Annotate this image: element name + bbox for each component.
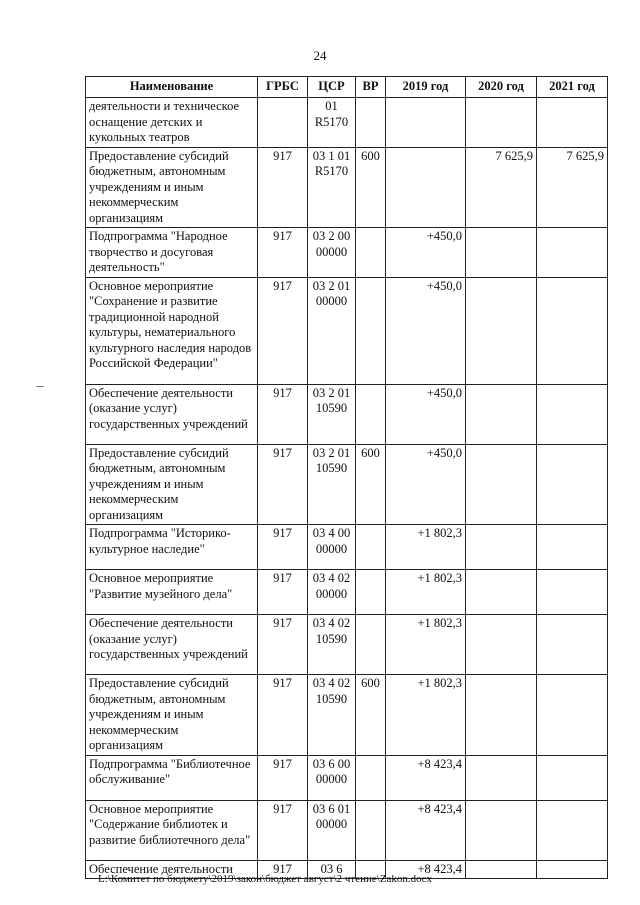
row-grbs-cell: 917 xyxy=(258,384,308,444)
row-2020-cell: 7 625,9 xyxy=(466,147,537,228)
row-2020-cell xyxy=(466,615,537,675)
header-2020: 2020 год xyxy=(466,77,537,98)
row-2021-cell xyxy=(537,277,608,384)
row-vr-cell xyxy=(356,800,386,860)
row-2020-cell xyxy=(466,675,537,756)
table-row xyxy=(86,525,608,570)
row-name-cell: Предоставление субсидий бюджетным, автономным учреждениям и иным некоммерческим организациям xyxy=(86,675,258,756)
table-row xyxy=(86,147,608,228)
row-2021-cell xyxy=(537,800,608,860)
table-row xyxy=(86,444,608,525)
row-grbs-cell: 917 xyxy=(258,277,308,384)
row-name-cell: Обеспечение деятельности (оказание услуг) государственных учреждений xyxy=(86,615,258,675)
row-grbs-cell xyxy=(258,98,308,148)
row-2020-cell xyxy=(466,444,537,525)
row-2020-cell xyxy=(466,800,537,860)
row-csr-cell: 03 6 xyxy=(308,860,356,879)
budget-table xyxy=(85,76,608,879)
footer-file-path: L:\Комитет по бюджету\2019\закон\бюджет август\2 чтение\Zakon.docx xyxy=(98,873,433,885)
row-grbs-cell: 917 xyxy=(258,755,308,800)
row-csr-cell: 03 4 00 00000 xyxy=(308,525,356,570)
row-vr-cell xyxy=(356,228,386,278)
row-csr-cell: 03 6 01 00000 xyxy=(308,800,356,860)
row-csr-cell: 01 R5170 xyxy=(308,98,356,148)
row-2021-cell: 7 625,9 xyxy=(537,147,608,228)
row-2020-cell xyxy=(466,525,537,570)
row-2020-cell xyxy=(466,98,537,148)
table-body xyxy=(86,98,608,879)
row-2019-cell xyxy=(386,98,466,148)
row-vr-cell xyxy=(356,755,386,800)
row-name-cell: Обеспечение деятельности xyxy=(86,860,258,879)
row-2021-cell xyxy=(537,615,608,675)
row-2020-cell xyxy=(466,277,537,384)
table-row xyxy=(86,98,608,148)
row-2020-cell xyxy=(466,860,537,879)
row-vr-cell: 600 xyxy=(356,675,386,756)
header-csr: ЦСР xyxy=(308,77,356,98)
row-2019-cell: +450,0 xyxy=(386,444,466,525)
row-csr-cell: 03 4 02 10590 xyxy=(308,675,356,756)
row-vr-cell xyxy=(356,615,386,675)
row-2019-cell: +8 423,4 xyxy=(386,800,466,860)
row-vr-cell xyxy=(356,570,386,615)
row-2019-cell: +450,0 xyxy=(386,277,466,384)
row-2020-cell xyxy=(466,384,537,444)
row-2019-cell: +450,0 xyxy=(386,384,466,444)
header-grbs: ГРБС xyxy=(258,77,308,98)
row-csr-cell: 03 4 02 00000 xyxy=(308,570,356,615)
header-vr: ВР xyxy=(356,77,386,98)
row-name-cell: Предоставление субсидий бюджетным, автономным учреждениям и иным некоммерческим организациям xyxy=(86,147,258,228)
header-2021: 2021 год xyxy=(537,77,608,98)
row-grbs-cell: 917 xyxy=(258,860,308,879)
row-2021-cell xyxy=(537,384,608,444)
row-csr-cell: 03 6 00 00000 xyxy=(308,755,356,800)
table-row xyxy=(86,615,608,675)
row-2021-cell xyxy=(537,755,608,800)
row-2021-cell xyxy=(537,228,608,278)
row-2019-cell: +1 802,3 xyxy=(386,615,466,675)
row-2019-cell: +1 802,3 xyxy=(386,675,466,756)
row-grbs-cell: 917 xyxy=(258,228,308,278)
row-vr-cell: 600 xyxy=(356,147,386,228)
table-row xyxy=(86,755,608,800)
row-2020-cell xyxy=(466,570,537,615)
header-name: Наименование xyxy=(86,77,258,98)
row-name-cell: Основное мероприятие "Сохранение и развитие традиционной народной культуры, нематериального культурного наследия народов Российской Федерации" xyxy=(86,277,258,384)
table-row xyxy=(86,675,608,756)
row-name-cell: Обеспечение деятельности (оказание услуг) государственных учреждений xyxy=(86,384,258,444)
row-vr-cell xyxy=(356,525,386,570)
row-2019-cell: +1 802,3 xyxy=(386,570,466,615)
table-row xyxy=(86,384,608,444)
row-vr-cell xyxy=(356,98,386,148)
row-name-cell: Подпрограмма "Народное творчество и досуговая деятельность" xyxy=(86,228,258,278)
row-2019-cell: +450,0 xyxy=(386,228,466,278)
row-vr-cell xyxy=(356,384,386,444)
row-grbs-cell: 917 xyxy=(258,525,308,570)
row-2021-cell xyxy=(537,860,608,879)
row-name-cell: деятельности и техническое оснащение детских и кукольных театров xyxy=(86,98,258,148)
row-2021-cell xyxy=(537,525,608,570)
row-2021-cell xyxy=(537,675,608,756)
row-2019-cell: +1 802,3 xyxy=(386,525,466,570)
header-2019: 2019 год xyxy=(386,77,466,98)
table-row xyxy=(86,228,608,278)
row-name-cell: Подпрограмма "Историко-культурное наследие" xyxy=(86,525,258,570)
row-csr-cell: 03 1 01 R5170 xyxy=(308,147,356,228)
row-name-cell: Подпрограмма "Библиотечное обслуживание" xyxy=(86,755,258,800)
row-2019-cell xyxy=(386,147,466,228)
row-csr-cell: 03 4 02 10590 xyxy=(308,615,356,675)
row-grbs-cell: 917 xyxy=(258,147,308,228)
row-grbs-cell: 917 xyxy=(258,570,308,615)
row-2019-cell: +8 423,4 xyxy=(386,860,466,879)
row-2020-cell xyxy=(466,228,537,278)
row-vr-cell xyxy=(356,277,386,384)
table-row xyxy=(86,800,608,860)
row-grbs-cell: 917 xyxy=(258,615,308,675)
row-csr-cell: 03 2 01 10590 xyxy=(308,384,356,444)
row-csr-cell: 03 2 01 10590 xyxy=(308,444,356,525)
page-number: 24 xyxy=(313,48,327,63)
row-grbs-cell: 917 xyxy=(258,675,308,756)
row-grbs-cell: 917 xyxy=(258,444,308,525)
row-name-cell: Предоставление субсидий бюджетным, автономным учреждениям и иным некоммерческим организациям xyxy=(86,444,258,525)
row-name-cell: Основное мероприятие "Развитие музейного дела" xyxy=(86,570,258,615)
table-row xyxy=(86,277,608,384)
row-2020-cell xyxy=(466,755,537,800)
table-header-row xyxy=(86,77,608,98)
row-grbs-cell: 917 xyxy=(258,800,308,860)
row-2021-cell xyxy=(537,98,608,148)
table-row xyxy=(86,570,608,615)
row-2019-cell: +8 423,4 xyxy=(386,755,466,800)
row-csr-cell: 03 2 00 00000 xyxy=(308,228,356,278)
row-2021-cell xyxy=(537,444,608,525)
row-vr-cell: 600 xyxy=(356,444,386,525)
row-2021-cell xyxy=(537,570,608,615)
margin-mark xyxy=(36,386,44,387)
row-csr-cell: 03 2 01 00000 xyxy=(308,277,356,384)
row-name-cell: Основное мероприятие "Содержание библиотек и развитие библиотечного дела" xyxy=(86,800,258,860)
